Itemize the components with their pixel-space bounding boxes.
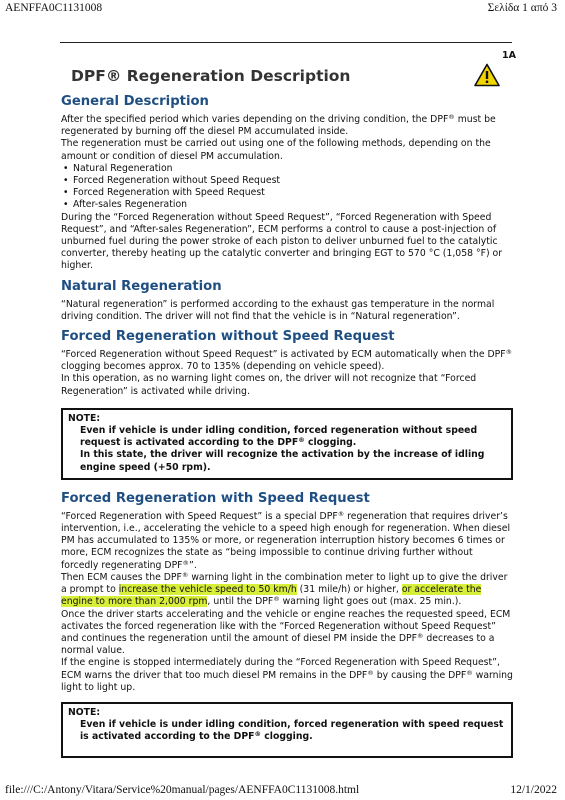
note-label: NOTE: <box>68 706 101 718</box>
document-body <box>61 64 513 768</box>
section-forced-without <box>61 328 513 480</box>
registered-mark: ® <box>367 668 374 677</box>
forced-without-para-2: In this operation, as no warning light comes on, the driver will not recognize that “Forced Regeneration” is activated while driving. <box>61 373 477 397</box>
note-box <box>61 702 513 758</box>
note-text: In this state, the driver will recognize the activation by the increase of idling engine speed (+50 rpm). <box>80 449 485 473</box>
registered-mark: ® <box>181 570 189 579</box>
top-rule <box>60 42 512 43</box>
general-para-2: The regeneration must be carried out using one of the following methods, depending on the amount or condition of diesel PM accumulation. <box>61 138 491 162</box>
forced-with-para-2: Then ECM causes the DPF® warning light in the combination meter to light up to give the driver a prompt to increase the vehicle speed to 50 km/h (31 mile/h) or higher, or accelerate the engine to more than 2,000 rpm, until the DPF® warning light goes out (max. 25 min.). <box>61 570 508 608</box>
note-text: Even if vehicle is under idling condition, forced regeneration without speed request is activated according to the DPF® clogging. <box>80 425 478 449</box>
registered-mark: ® <box>448 113 455 121</box>
highlight-rpm: or accelerate the engine to more than 2,000 rpm <box>61 584 482 608</box>
registered-mark: ® <box>505 348 513 357</box>
footer-file-path: file:///C:/Antony/Vitara/Service%20manual/pages/AENFFA0C1131008.html <box>5 784 360 796</box>
natural-para-1: “Natural regeneration” is performed according to the exhaust gas temperature in the normal driving condition. The driver will not find that the vehicle is in “Natural regeneration”. <box>61 298 495 322</box>
registered-mark: ® <box>273 595 280 604</box>
registered-mark: ® <box>337 509 345 518</box>
heading-general: General Description <box>61 94 209 109</box>
note-label: NOTE: <box>68 412 101 424</box>
general-para-1: After the specified period which varies depending on the driving condition, the DPF® must be regenerated by burning off the diesel PM accumulated inside. <box>61 113 496 138</box>
heading-forced-with: Forced Regeneration with Speed Request <box>61 490 370 506</box>
registered-mark: ® <box>182 558 190 567</box>
forced-without-para-1: “Forced Regeneration without Speed Request” is activated by ECM automatically when the DPF® clogging becomes approx. 70 to 135% (depending on vehicle speed). <box>61 348 513 373</box>
heading-natural: Natural Regeneration <box>61 278 222 294</box>
general-para-3: During the “Forced Regeneration without Speed Request”, “Forced Regeneration with Speed Request”, and “After-sales Regeneration”, ECM performs a control to cause a post-injection of unburned fuel during the power stroke of each piston to deliver unburned fuel to the catalytic converter, thereby heating up the catalytic converter and bringing EGT to 570 °C (1,058 °F) or higher. <box>61 211 503 272</box>
list-item: • Natural Regeneration <box>63 163 513 175</box>
highlight-speed: increase the vehicle speed to 50 km/h <box>118 584 297 596</box>
forced-with-para-3: Once the driver starts accelerating and the vehicle or engine reaches the requested speed, ECM activates the forced regeneration like with the “Forced Regeneration without Speed Request” and continues the regeneration until the amount of diesel PM inside the DPF® decreases to a normal value. <box>61 608 511 657</box>
page-title: DPF® Regeneration Description <box>71 67 351 85</box>
list-item: • Forced Regeneration without Speed Request <box>63 175 513 187</box>
heading-forced-without: Forced Regeneration without Speed Request <box>61 329 395 345</box>
forced-with-para-1: “Forced Regeneration with Speed Request” is a special DPF® regeneration that requires driver’s intervention, i.e., accelerating the vehicle to a speed high enough for regeneration. When diesel PM has accumulated to 135% or more, or regeneration interruption history becomes 6 times or more, ECM recognizes the state as “being impossible to continue driving further without forcedly regenerating DPF®”. <box>61 509 511 571</box>
list-item: • Forced Regeneration with Speed Request <box>63 187 513 199</box>
section-badge: 1A <box>502 50 516 61</box>
footer-date: 12/1/2022 <box>510 784 557 796</box>
registered-mark: ® <box>416 631 424 640</box>
forced-with-para-4: If the engine is stopped intermediately during the “Forced Regeneration with Speed Request”, ECM warns the driver that too much diesel PM remains in the DPF® by causing the DPF® warning light to light up. <box>61 657 513 693</box>
methods-list <box>63 163 513 212</box>
registered-mark: ® <box>298 436 305 445</box>
note-text: Even if vehicle is under idling condition, forced regeneration with speed request is activated according to the DPF® clogging. <box>80 719 504 743</box>
header-page-label: Σελίδα 1 από 3 <box>487 2 557 14</box>
registered-mark: ® <box>466 668 473 677</box>
registered-mark: ® <box>254 730 262 739</box>
section-forced-with <box>61 490 513 758</box>
section-general <box>61 93 513 273</box>
section-natural <box>61 278 513 323</box>
note-box <box>61 408 513 480</box>
list-item: • After-sales Regeneration <box>63 199 513 211</box>
header-doc-code: AENFFA0C1131008 <box>5 2 103 14</box>
